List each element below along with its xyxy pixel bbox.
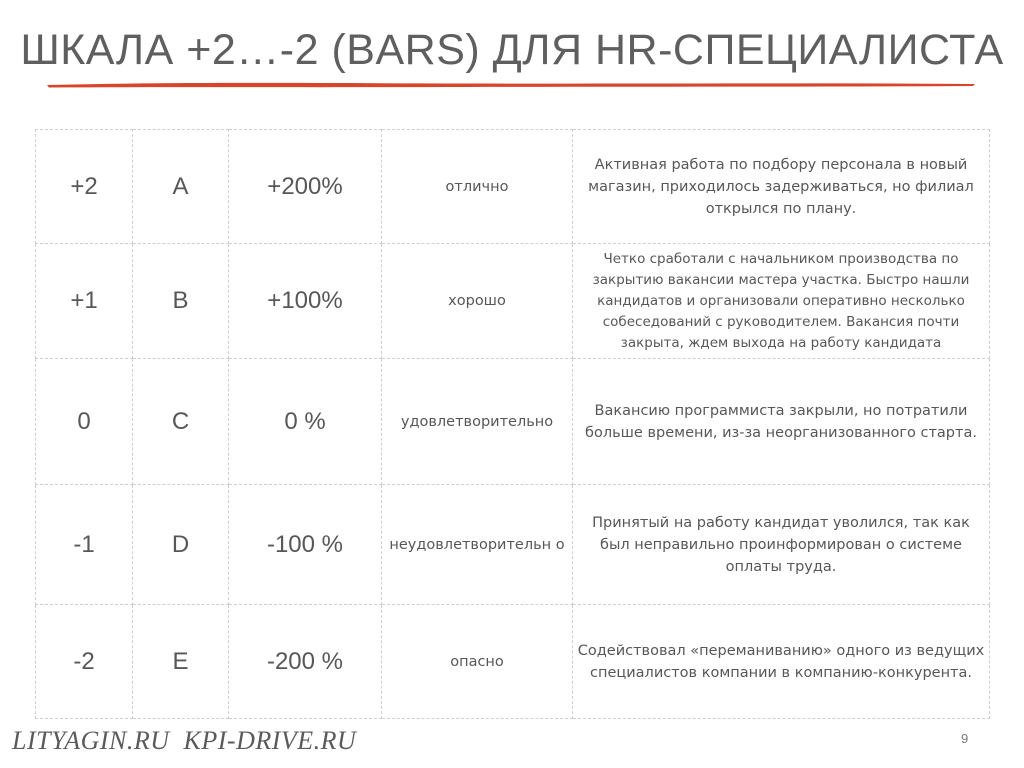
grade-cell: удовлетворительно: [382, 359, 573, 485]
grade-cell: неудовлетворительн о: [382, 485, 573, 605]
example-cell: Принятый на работу кандидат уволился, так как был неправильно проинформирован о системе оплаты труда.: [573, 485, 990, 605]
percent-cell: -200 %: [229, 605, 382, 719]
brush-stroke: [47, 83, 975, 88]
score-cell: +2: [36, 130, 133, 244]
letter-cell: C: [133, 359, 229, 485]
percent-cell: -100 %: [229, 485, 382, 605]
letter-cell: D: [133, 485, 229, 605]
table-row: [36, 244, 990, 359]
table-row: [36, 485, 990, 605]
example-cell: Четко сработали с начальником производства по закрытию вакансии мастера участка. Быстро нашли кандидатов и организовали оперативно несколько собеседований с руководителем. Вакансия почти закрыта, ждем выхода на работу кандидата: [573, 244, 990, 359]
footer-sites: [12, 726, 356, 756]
percent-cell: +100%: [229, 244, 382, 359]
score-cell: -1: [36, 485, 133, 605]
bars-scale-table: [35, 129, 990, 719]
page-number: 9: [961, 731, 969, 746]
footer-site-kpi-drive[interactable]: KPI-DRIVE.RU: [183, 726, 357, 755]
letter-cell: A: [133, 130, 229, 244]
table-row: [36, 130, 990, 244]
percent-cell: +200%: [229, 130, 382, 244]
percent-cell: 0 %: [229, 359, 382, 485]
score-cell: +1: [36, 244, 133, 359]
grade-cell: хорошо: [382, 244, 573, 359]
slide-title: ШКАЛА +2…-2 (BARS) ДЛЯ HR-СПЕЦИАЛИСТА: [20, 26, 1004, 74]
brush-underline: [47, 80, 975, 89]
letter-cell: E: [133, 605, 229, 719]
letter-cell: B: [133, 244, 229, 359]
grade-cell: опасно: [382, 605, 573, 719]
table-row: [36, 359, 990, 485]
example-cell: Вакансию программиста закрыли, но потратили больше времени, из-за неорганизованного старта.: [573, 359, 990, 485]
score-cell: -2: [36, 605, 133, 719]
example-cell: Активная работа по подбору персонала в новый магазин, приходилось задерживаться, но филиал открылся по плану.: [573, 130, 990, 244]
footer-site-lityagin[interactable]: LITYAGIN.RU: [12, 726, 170, 755]
grade-cell: отлично: [382, 130, 573, 244]
score-cell: 0: [36, 359, 133, 485]
example-cell: Содействовал «переманиванию» одного из ведущих специалистов компании в компанию-конкурента.: [573, 605, 990, 719]
table-row: [36, 605, 990, 719]
